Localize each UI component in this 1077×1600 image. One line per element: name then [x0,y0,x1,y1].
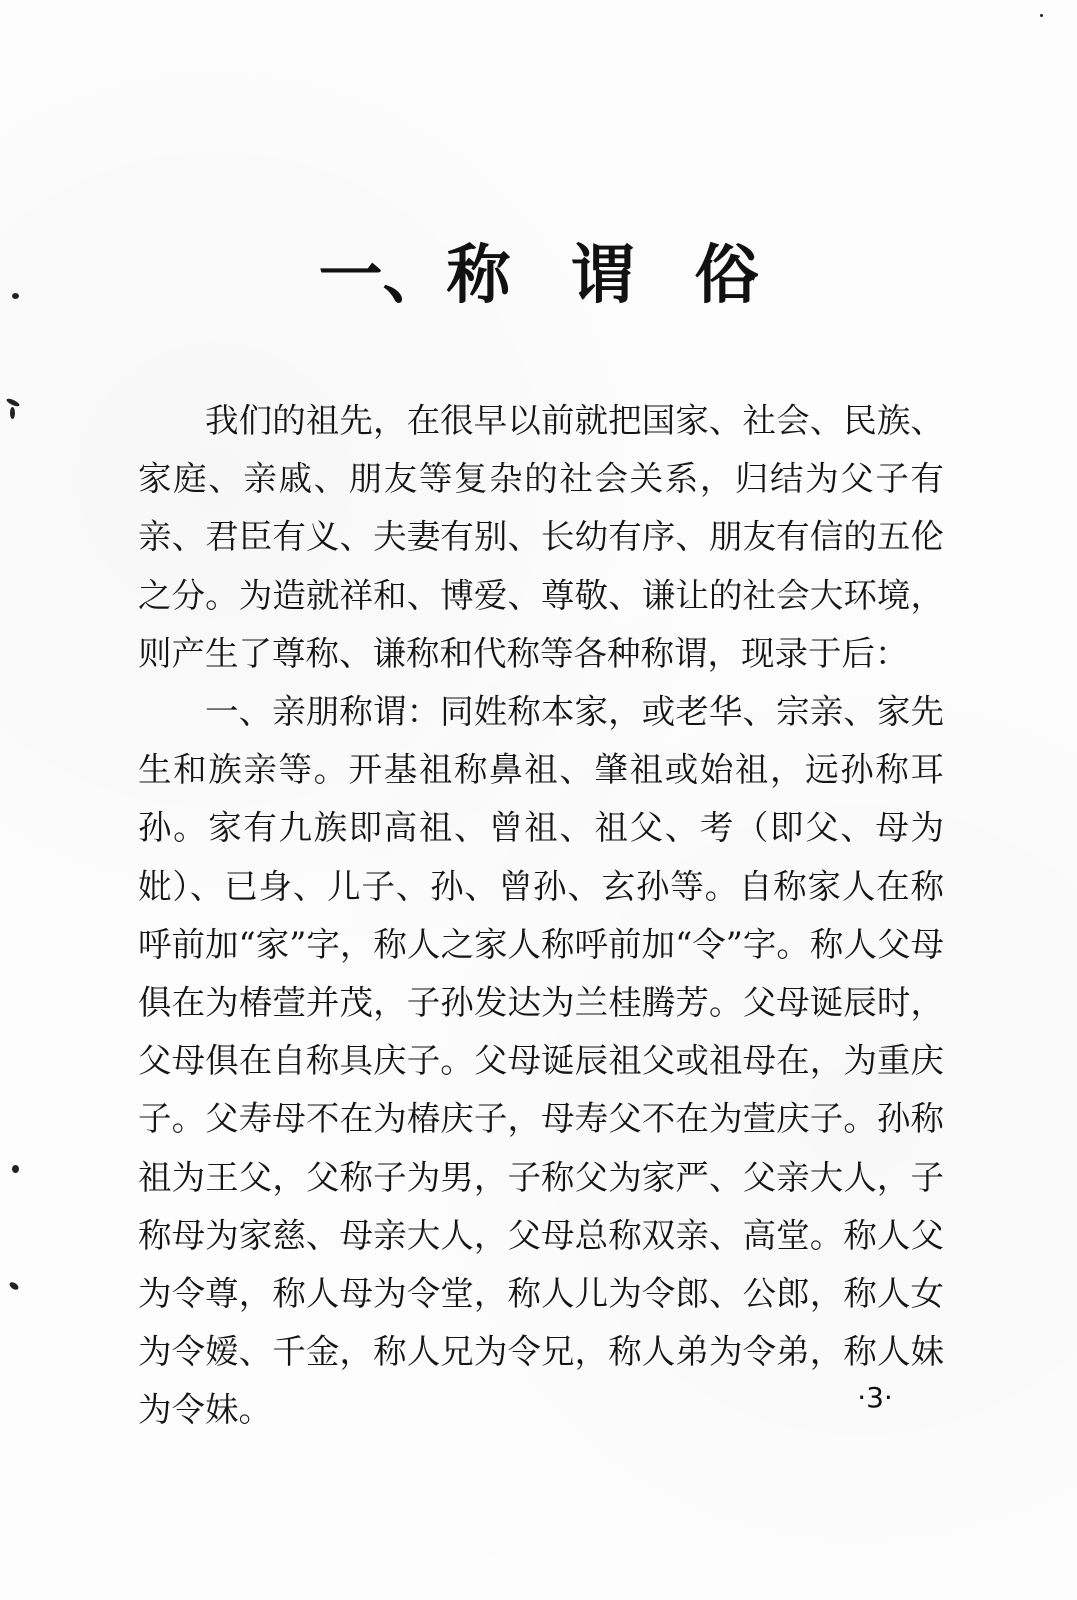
chapter-title [0,236,1077,316]
chapter-title-char: 谓 [570,239,635,313]
paragraph-kinship-terms: 一、亲朋称谓：同姓称本家，或老华、宗亲、家先生和族亲等。开基祖称鼻祖、肇祖或始祖，远孙称耳孙。家有九族即高祖、曾祖、祖父、考（即父、母为妣）、已身、儿子、孙、曾孙、玄孙等。自称家人在称呼前加“家”字，称人之家人称呼前加“令”字。称人父母俱在为椿萱并茂，子孙发达为兰桂腾芳。父母诞辰时，父母俱在自称具庆子。父母诞辰祖父或祖母在，为重庆子。父寿母不在为椿庆子，母寿父不在为萱庆子。孙称祖为王父，父称子为男，子称父为家严、父亲大人，子称母为家慈、母亲大人，父母总称双亲、高堂。称人父为令尊，称人母为令堂，称人儿为令郎、公郎，称人女为令嫒、千金，称人兄为令兄，称人弟为令弟，称人妹为令妹。 [138,692,944,1430]
body-text [138,392,944,1440]
chapter-number: 一、 [318,239,447,313]
paragraph-intro: 我们的祖先，在很早以前就把国家、社会、民族、家庭、亲戚、朋友等复杂的社会关系，归结为父子有亲、君臣有义、夫妻有别、长幼有序、朋友有信的五伦之分。为造就祥和、博爱、尊敬、谦让的社会大环境，则产生了尊称、谦称和代称等各种称谓，现录于后： [138,401,944,673]
scan-speck [10,407,15,419]
scan-speck [8,1281,20,1292]
chapter-title-char: 俗 [694,239,759,313]
scan-speck [1040,14,1043,17]
page-number: ·3· [857,1381,893,1414]
scan-speck [12,293,19,299]
chapter-title-char: 称 [446,239,511,313]
scan-speck [12,1165,19,1173]
